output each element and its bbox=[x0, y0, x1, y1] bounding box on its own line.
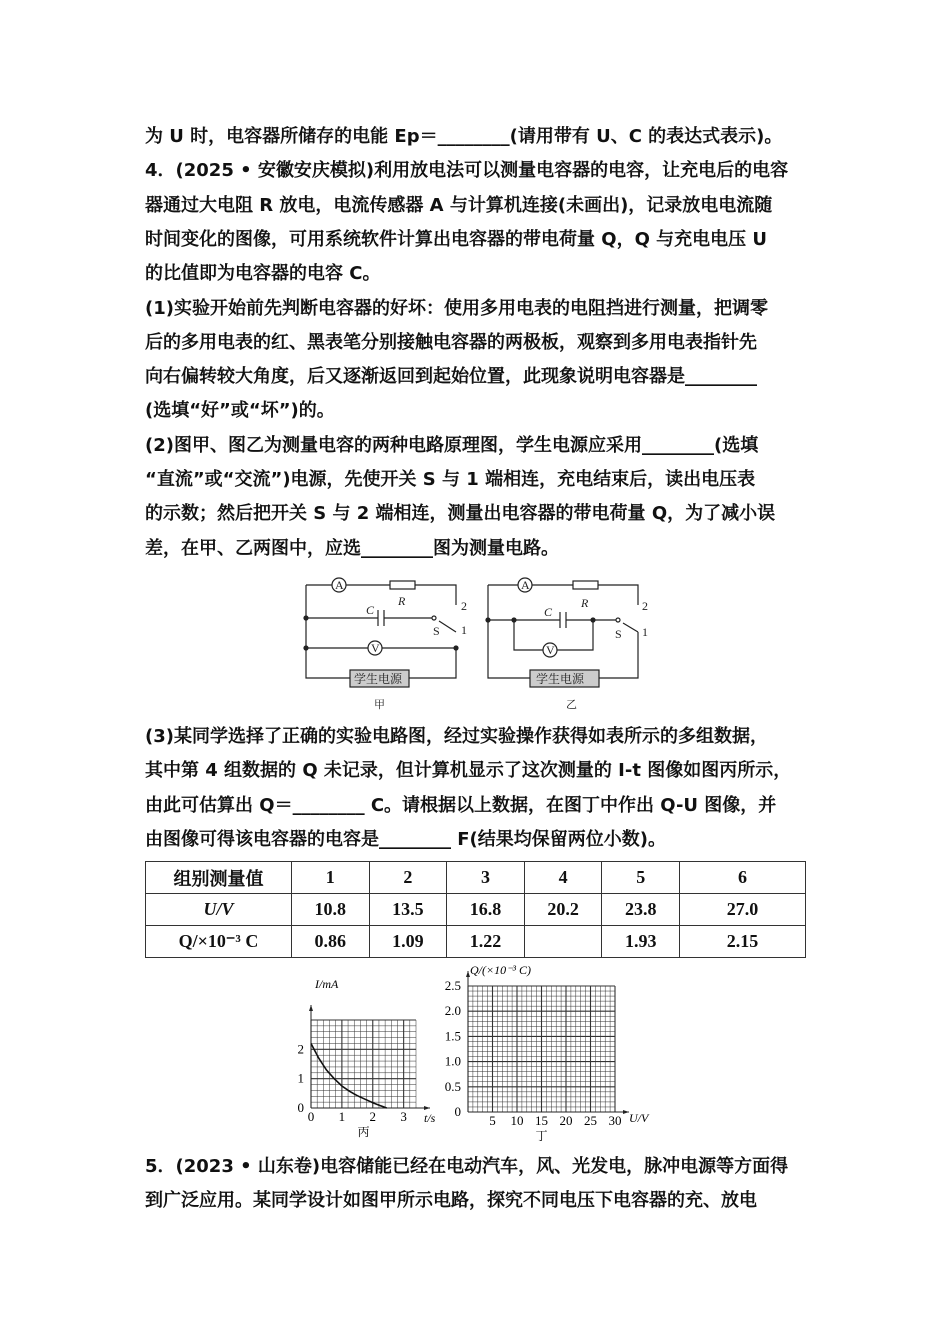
table-row bbox=[146, 894, 806, 926]
power-source-label: 学生电源 bbox=[354, 672, 403, 686]
table-cell: U/V bbox=[146, 894, 292, 926]
switch-label: S bbox=[615, 627, 622, 641]
table-cell: 13.5 bbox=[369, 894, 447, 926]
text-line: 向右偏转较大角度，后又逐渐返回到起始位置，此现象说明电容器是________ bbox=[145, 366, 757, 388]
caption-jia: 甲 bbox=[374, 699, 385, 711]
table-row bbox=[146, 926, 806, 958]
x-tick-label: 5 bbox=[489, 1113, 496, 1128]
text-line: 为 U 时，电容器所储存的电能 Ep＝________(请用带有 U、C 的表达式表示)。 bbox=[145, 126, 783, 147]
x-axis-label: U/V bbox=[629, 1111, 649, 1125]
resistor-label: R bbox=[581, 596, 589, 610]
x-tick-label: 1 bbox=[338, 1109, 346, 1124]
table-cell: 3 bbox=[447, 862, 525, 894]
text-line: 由图像可得该电容器的电容是________ F(结果均保留两位小数)。 bbox=[145, 828, 667, 850]
voltmeter-label: V bbox=[371, 641, 380, 655]
text-line: 4．(2025 • 安徽安庆模拟)利用放电法可以测量电容器的电容，让充电后的电容 bbox=[145, 160, 789, 182]
text-line: “直流”或“交流”)电源，先使开关 S 与 1 端相连，充电结束后，读出电压表 bbox=[145, 469, 756, 490]
y-tick-label: 2.0 bbox=[444, 1003, 461, 1019]
table-cell: 1 bbox=[292, 862, 370, 894]
text-line: 的示数；然后把开关 S 与 2 端相连，测量出电容器的带电荷量 Q，为了减小误 bbox=[145, 503, 776, 525]
text-line: 差，在甲、乙两图中，应选________图为测量电路。 bbox=[145, 537, 559, 559]
x-tick-label: 25 bbox=[584, 1113, 597, 1128]
circuit-diagrams bbox=[290, 570, 670, 720]
table-cell: 2.15 bbox=[680, 926, 806, 958]
table-cell: 0.86 bbox=[292, 926, 370, 958]
graphs bbox=[290, 960, 680, 1150]
y-tick-label: 2 bbox=[297, 1041, 304, 1057]
y-axis-label: I/mA bbox=[315, 977, 339, 991]
text-line: (选填“好”或“坏”)的。 bbox=[145, 400, 335, 422]
table-cell: 27.0 bbox=[680, 894, 806, 926]
table-cell: 4 bbox=[524, 862, 602, 894]
text-line: 到广泛应用。某同学设计如图甲所示电路，探究不同电压下电容器的充、放电 bbox=[145, 1190, 757, 1212]
y-tick-label: 0 bbox=[297, 1100, 304, 1115]
table-cell: 1.22 bbox=[447, 926, 525, 958]
data-table bbox=[145, 861, 806, 958]
table-cell bbox=[524, 926, 602, 958]
text-line: 由此可估算出 Q＝________ C。请根据以上数据，在图丁中作出 Q-U 图像，并 bbox=[145, 794, 777, 816]
capacitor-label: C bbox=[366, 603, 375, 617]
table-cell: 1.93 bbox=[602, 926, 680, 958]
text-line: 后的多用电表的红、黑表笔分别接触电容器的两极板，观察到多用电表指针先 bbox=[145, 331, 757, 353]
y-tick-label: 1 bbox=[297, 1070, 304, 1086]
terminal-2: 2 bbox=[642, 599, 648, 613]
text-line: 其中第 4 组数据的 Q 未记录，但计算机显示了这次测量的 I-t 图像如图丙所示， bbox=[145, 760, 792, 782]
text-line: (1)实验开始前先判断电容器的好坏：使用多用电表的电阻挡进行测量，把调零 bbox=[145, 297, 768, 319]
ammeter-label: A bbox=[335, 578, 344, 592]
x-tick-label: 10 bbox=[510, 1113, 524, 1128]
y-tick-label: 0 bbox=[454, 1104, 461, 1119]
x-tick-label: 15 bbox=[535, 1113, 548, 1128]
table-cell: 20.2 bbox=[524, 894, 602, 926]
table-cell: 5 bbox=[602, 862, 680, 894]
arrow-icon bbox=[309, 1005, 313, 1011]
arrow-icon bbox=[424, 1106, 430, 1110]
x-axis-label: t/s bbox=[424, 1111, 436, 1125]
voltmeter-label: V bbox=[546, 643, 555, 657]
table-cell: 23.8 bbox=[602, 894, 680, 926]
text-line: 时间变化的图像，可用系统软件计算出电容器的带电荷量 Q，Q 与充电电压 U bbox=[145, 228, 768, 250]
chart-caption: 丁 bbox=[535, 1129, 548, 1143]
text-line: (3)某同学选择了正确的实验电路图，经过实验操作获得如表所示的多组数据， bbox=[145, 726, 768, 747]
resistor-label: R bbox=[398, 594, 406, 608]
text-line: 5．(2023 • 山东卷)电容储能已经在电动汽车，风、光发电，脉冲电源等方面得 bbox=[145, 1156, 789, 1177]
text-line: (2)图甲、图乙为测量电容的两种电路原理图，学生电源应采用________(选填 bbox=[145, 434, 759, 456]
ammeter-label: A bbox=[521, 578, 530, 592]
chart-caption: 丙 bbox=[357, 1125, 370, 1139]
table-cell: 2 bbox=[369, 862, 447, 894]
x-tick-label: 0 bbox=[307, 1109, 315, 1124]
y-tick-label: 1.0 bbox=[444, 1053, 461, 1069]
table-header-row bbox=[146, 862, 806, 894]
y-axis-label: Q/(×10⁻³ C) bbox=[470, 963, 532, 977]
y-tick-label: 2.5 bbox=[444, 978, 461, 993]
text-line: 的比值即为电容器的电容 C。 bbox=[145, 263, 381, 285]
table-cell: 1.09 bbox=[369, 926, 447, 958]
capacitor-label: C bbox=[544, 605, 553, 619]
y-tick-label: 1.5 bbox=[444, 1028, 461, 1044]
terminal-2: 2 bbox=[461, 599, 467, 613]
switch-label: S bbox=[433, 624, 440, 638]
caption-yi: 乙 bbox=[566, 699, 577, 711]
x-tick-label: 30 bbox=[608, 1113, 622, 1128]
discharge-curve bbox=[311, 1044, 387, 1109]
table-cell: 组别测量值 bbox=[146, 862, 292, 894]
terminal-1: 1 bbox=[461, 623, 467, 637]
terminal-1: 1 bbox=[642, 625, 648, 639]
table-cell: 16.8 bbox=[447, 894, 525, 926]
text-line: 器通过大电阻 R 放电，电流传感器 A 与计算机连接(未画出)，记录放电电流随 bbox=[145, 194, 773, 216]
table-cell: 6 bbox=[680, 862, 806, 894]
table-cell: 10.8 bbox=[292, 894, 370, 926]
power-source-label: 学生电源 bbox=[536, 672, 585, 686]
x-tick-label: 2 bbox=[369, 1109, 377, 1124]
x-tick-label: 3 bbox=[400, 1109, 407, 1124]
x-tick-label: 20 bbox=[559, 1113, 573, 1128]
y-tick-label: 0.5 bbox=[444, 1078, 461, 1094]
table-cell: Q/×10⁻³ C bbox=[146, 926, 292, 958]
